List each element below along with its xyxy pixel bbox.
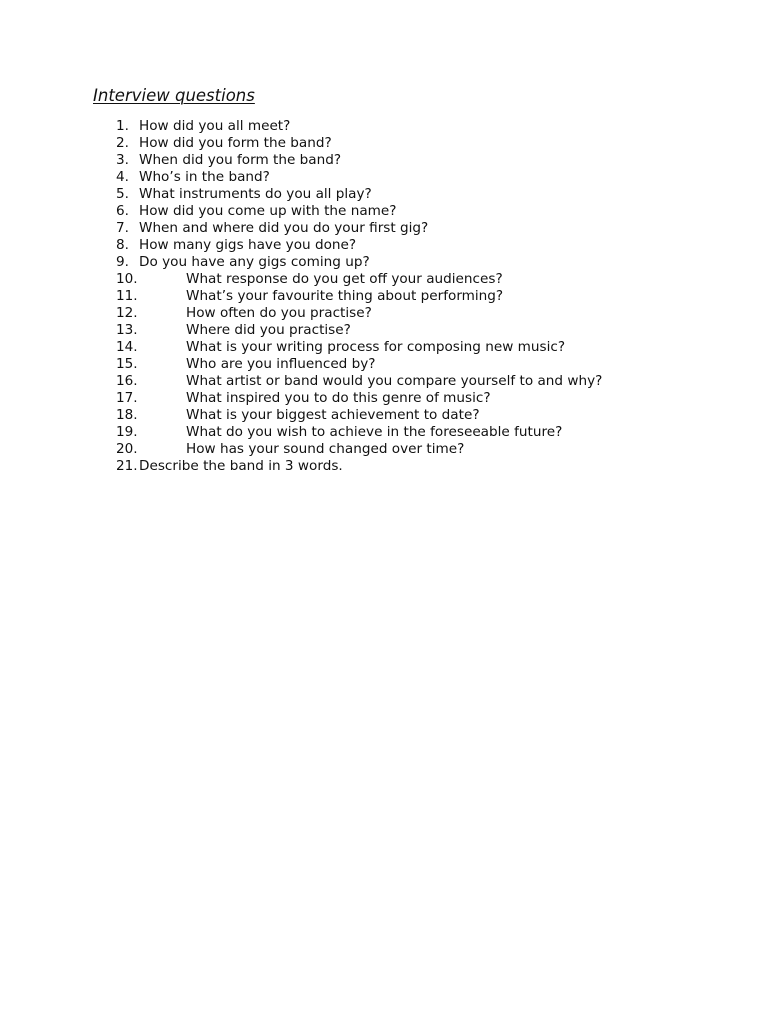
- list-item: [0, 407, 768, 424]
- list-item: [0, 356, 768, 373]
- list-item: [0, 271, 768, 288]
- question-text: When did you form the band?: [139, 152, 342, 168]
- list-item: [0, 424, 768, 441]
- page-title: Interview questions: [93, 86, 255, 105]
- list-item: [0, 373, 768, 390]
- question-number: 5.: [116, 186, 129, 202]
- question-text: How did you form the band?: [139, 135, 332, 151]
- question-text: How has your sound changed over time?: [186, 441, 465, 457]
- question-text: Describe the band in 3 words.: [139, 458, 343, 474]
- question-number: 10.: [116, 271, 138, 287]
- list-item: [0, 118, 768, 135]
- question-number: 18.: [116, 407, 138, 423]
- list-item: [0, 305, 768, 322]
- question-number: 6.: [116, 203, 129, 219]
- list-item: [0, 254, 768, 271]
- question-text: Where did you practise?: [186, 322, 351, 338]
- question-number: 8.: [116, 237, 129, 253]
- list-item: [0, 152, 768, 169]
- list-item: [0, 339, 768, 356]
- question-text: Do you have any gigs coming up?: [139, 254, 370, 270]
- question-text: What response do you get off your audiences?: [186, 271, 503, 287]
- list-item: [0, 220, 768, 237]
- question-number: 20.: [116, 441, 138, 457]
- question-text: Who are you influenced by?: [186, 356, 376, 372]
- question-number: 12.: [116, 305, 138, 321]
- question-text: What do you wish to achieve in the foreseeable future?: [186, 424, 563, 440]
- question-text: How often do you practise?: [186, 305, 372, 321]
- question-number: 19.: [116, 424, 138, 440]
- question-text: What inspired you to do this genre of music?: [186, 390, 491, 406]
- question-number: 16.: [116, 373, 138, 389]
- list-item: [0, 390, 768, 407]
- question-text: When and where did you do your first gig?: [139, 220, 429, 236]
- list-item: [0, 186, 768, 203]
- question-number: 17.: [116, 390, 138, 406]
- question-number: 2.: [116, 135, 129, 151]
- question-text: How did you all meet?: [139, 118, 291, 134]
- question-text: Who’s in the band?: [139, 169, 270, 185]
- question-number: 14.: [116, 339, 138, 355]
- question-number: 3.: [116, 152, 129, 168]
- question-number: 15.: [116, 356, 138, 372]
- question-number: 7.: [116, 220, 129, 236]
- list-item: [0, 135, 768, 152]
- question-number: 13.: [116, 322, 138, 338]
- list-item: [0, 237, 768, 254]
- question-number: 9.: [116, 254, 129, 270]
- list-item: [0, 458, 768, 475]
- question-text: What artist or band would you compare yourself to and why?: [186, 373, 603, 389]
- list-item: [0, 203, 768, 220]
- question-number: 4.: [116, 169, 129, 185]
- question-number: 1.: [116, 118, 129, 134]
- list-item: [0, 322, 768, 339]
- list-item: [0, 288, 768, 305]
- question-text: What is your writing process for composing new music?: [186, 339, 566, 355]
- question-text: What instruments do you all play?: [139, 186, 372, 202]
- question-list: [0, 118, 768, 475]
- question-number: 21.: [116, 458, 138, 474]
- question-number: 11.: [116, 288, 138, 304]
- question-text: How many gigs have you done?: [139, 237, 357, 253]
- question-text: What is your biggest achievement to date?: [186, 407, 480, 423]
- question-text: How did you come up with the name?: [139, 203, 397, 219]
- question-text: What’s your favourite thing about performing?: [186, 288, 504, 304]
- list-item: [0, 441, 768, 458]
- list-item: [0, 169, 768, 186]
